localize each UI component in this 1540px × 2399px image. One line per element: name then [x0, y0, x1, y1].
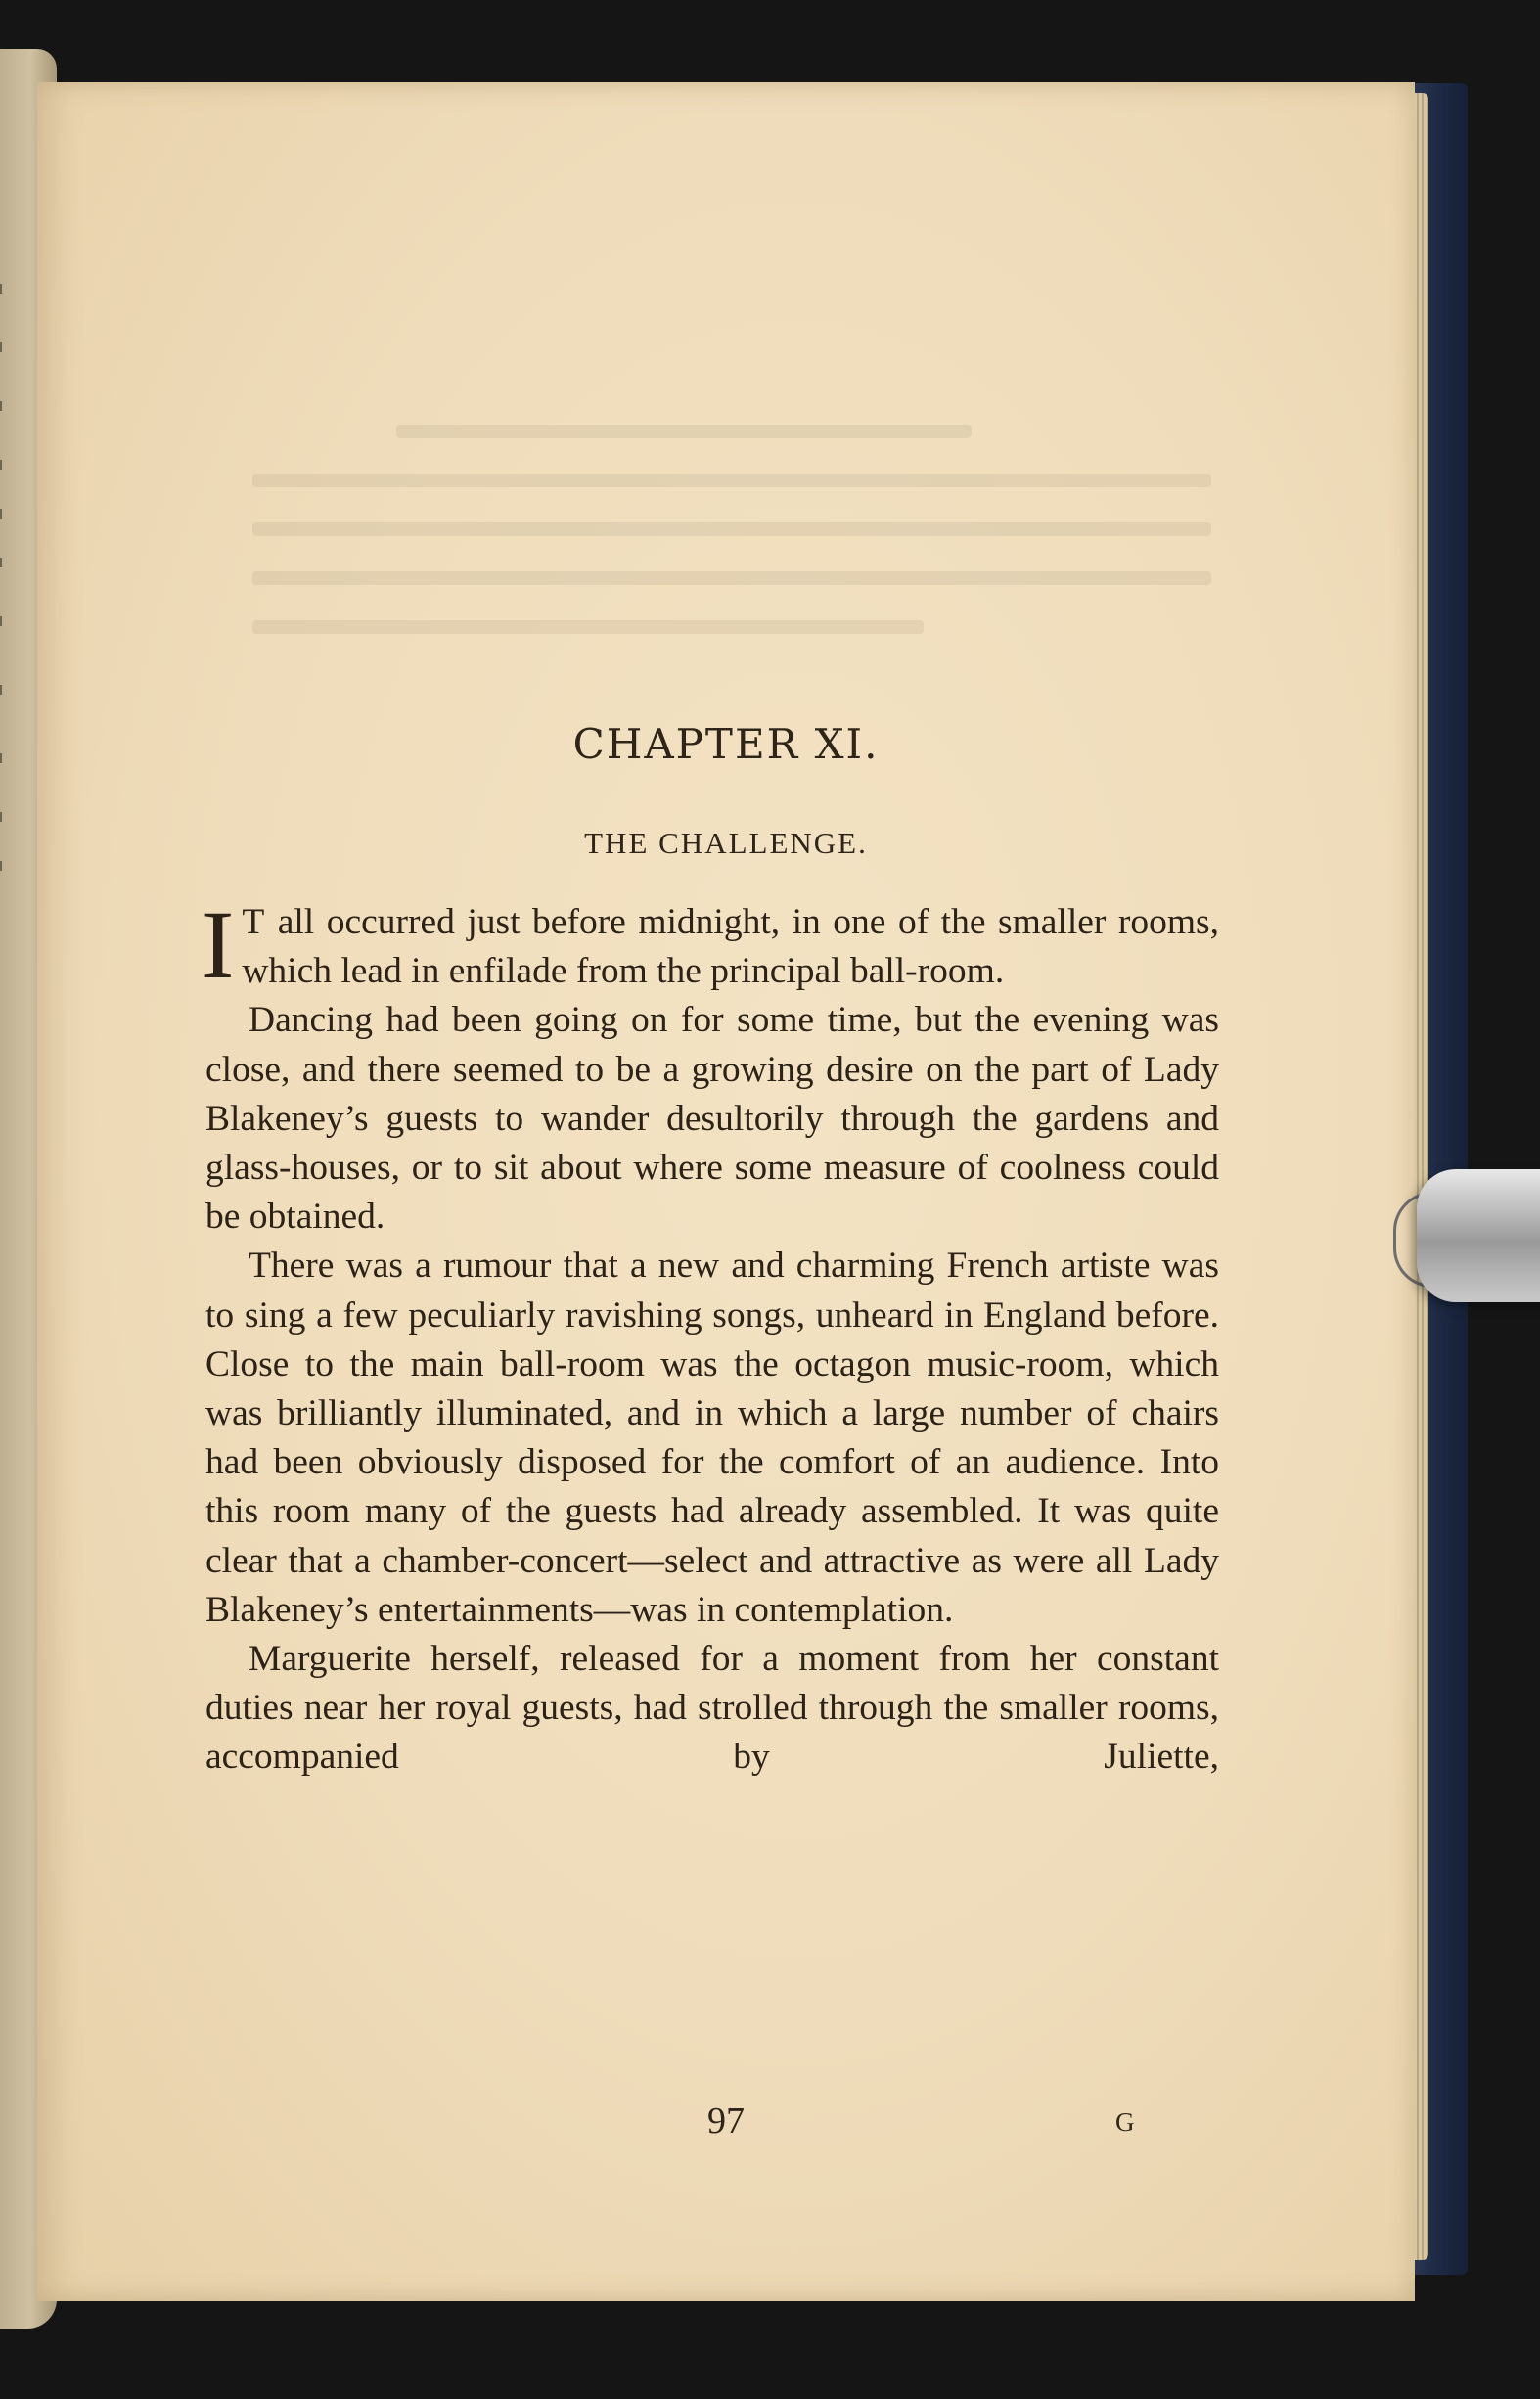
chapter-title: CHAPTER XI. — [572, 720, 880, 768]
paragraph-text: all occurred just before midnight, in one of the smaller rooms, which lead in enfilade from the principal ball-room. — [242, 902, 1219, 992]
page-clip — [1417, 1169, 1540, 1302]
paragraph: Dancing had been going on for some time, but the evening was close, and there seemed to be a growing desire on the part of Lady Blakeney’s guests to wander desultorily through the gardens and glass-houses, or to sit about where some measure of coolness could be obtained. — [205, 1000, 1219, 1238]
book-page — [37, 82, 1415, 2301]
paragraph: Marguerite herself, released for a moment from her constant duties near her royal guests, had strolled through the smaller rooms, accompanied by Juliette, — [205, 1639, 1219, 1778]
lead-caps: T — [242, 902, 266, 942]
chapter-subtitle: THE CHALLENGE. — [584, 826, 868, 860]
drop-cap: I — [202, 890, 235, 999]
paragraph — [202, 890, 1219, 999]
paragraph: There was a rumour that a new and charming French artiste was to sing a few peculiarly ravishing songs, unheard in England before. Close to the main ball-room was the octagon music-room, which was brilliantly illuminated, and in which a large number of chairs had been obviously disposed for the comfort of an audience. Into this room many of the guests had already assembled. It was quite clear that a chamber-concert—select and attractive as were all Lady Blakeney’s entertainments—was in contemplation. — [205, 1245, 1219, 1630]
signature-mark: G — [1115, 2107, 1135, 2137]
chapter-body — [202, 890, 1219, 1783]
page-number: 97 — [707, 2101, 745, 2142]
